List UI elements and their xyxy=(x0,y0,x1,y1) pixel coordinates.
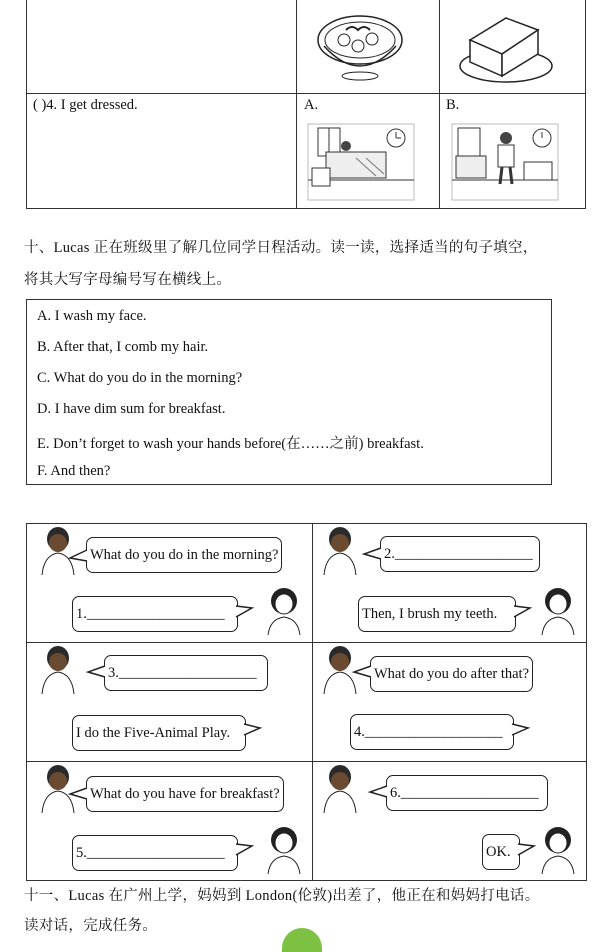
speech-bubble-question-6: 6.___________________ xyxy=(386,775,548,811)
girl-avatar xyxy=(536,585,580,635)
boy-avatar xyxy=(318,763,362,813)
girl-avatar xyxy=(262,585,306,635)
option-a: A. I wash my face. xyxy=(37,308,147,324)
bubble-tail xyxy=(70,786,86,802)
question-4: ( )4. I get dressed. xyxy=(33,97,138,113)
section-ten-instructions-line1: 十、Lucas 正在班级里了解几位同学日程活动。读一读，选择适当的句子填空， xyxy=(24,240,538,256)
grid-divider-row-2 xyxy=(27,761,586,762)
speech-bubble-question-1: What do you do in the morning? xyxy=(86,537,282,573)
option-d: D. I have dim sum for breakfast. xyxy=(37,401,226,417)
speech-bubble-question-2: 2.___________________ xyxy=(380,536,540,572)
section-eleven-instructions-line1: 十一、Lucas 在广州上学，妈妈到 London(伦敦)出差了，他正在和妈妈打电话。 xyxy=(24,888,540,904)
speech-bubble-answer-2: Then, I brush my teeth. xyxy=(358,596,516,632)
grid-divider-vertical xyxy=(312,524,313,880)
bubble-tail xyxy=(364,546,380,562)
speech-bubble-answer-1: 1.___________________ xyxy=(72,596,238,632)
table-divider-2 xyxy=(439,0,440,208)
option-f: F. And then? xyxy=(37,463,111,479)
table-border-right xyxy=(585,0,586,208)
table-divider-1 xyxy=(296,0,297,208)
speech-bubble-answer-4: 4.___________________ xyxy=(350,714,514,750)
boy-avatar xyxy=(318,525,362,575)
table-border-left xyxy=(26,0,27,208)
bubble-tail xyxy=(70,548,86,564)
grid-divider-row-1 xyxy=(27,642,586,643)
bubble-tail xyxy=(370,784,386,800)
option-b: B. After that, I comb my hair. xyxy=(37,339,209,355)
girl-avatar xyxy=(262,824,306,874)
bubble-tail xyxy=(512,722,528,738)
boy-avatar xyxy=(36,644,80,694)
option-c: C. What do you do in the morning? xyxy=(37,370,243,386)
tofu-on-plate-icon xyxy=(456,10,556,86)
speech-bubble-question-4: What do you do after that? xyxy=(370,656,533,692)
bubble-tail xyxy=(236,604,252,620)
section-eleven-instructions-line2: 读对话，完成任务。 xyxy=(24,918,158,934)
boy-in-bed-illustration xyxy=(306,122,416,202)
bubble-tail xyxy=(244,722,260,738)
bubble-tail xyxy=(518,842,534,858)
speech-bubble-answer-5: 5.___________________ xyxy=(72,835,238,871)
speech-bubble-question-5: What do you have for breakfast? xyxy=(86,776,284,812)
sentence-options-box xyxy=(26,299,552,485)
speech-bubble-answer-3: I do the Five-Animal Play. xyxy=(72,715,246,751)
bubble-tail xyxy=(514,604,530,620)
section-ten-instructions-line2: 将其大写字母编号写在横线上。 xyxy=(24,272,232,288)
bubble-tail xyxy=(88,664,104,680)
speech-bubble-question-3: 3.___________________ xyxy=(104,655,268,691)
option-a-label: A. xyxy=(304,97,319,113)
bubble-tail xyxy=(354,664,370,680)
option-e: E. Don’t forget to wash your hands before(在……之前) breakfast. xyxy=(37,436,424,452)
dialogue-grid xyxy=(26,523,587,881)
speech-bubble-answer-6: OK. xyxy=(482,834,520,870)
dumpling-soup-icon xyxy=(314,10,406,86)
table-row-divider xyxy=(26,93,586,94)
image-choice-table xyxy=(26,0,586,209)
girl-avatar xyxy=(536,824,580,874)
bubble-tail xyxy=(236,842,252,858)
boy-dressed-illustration xyxy=(450,122,560,202)
option-b-label: B. xyxy=(446,97,460,113)
green-badge-icon xyxy=(282,928,322,952)
